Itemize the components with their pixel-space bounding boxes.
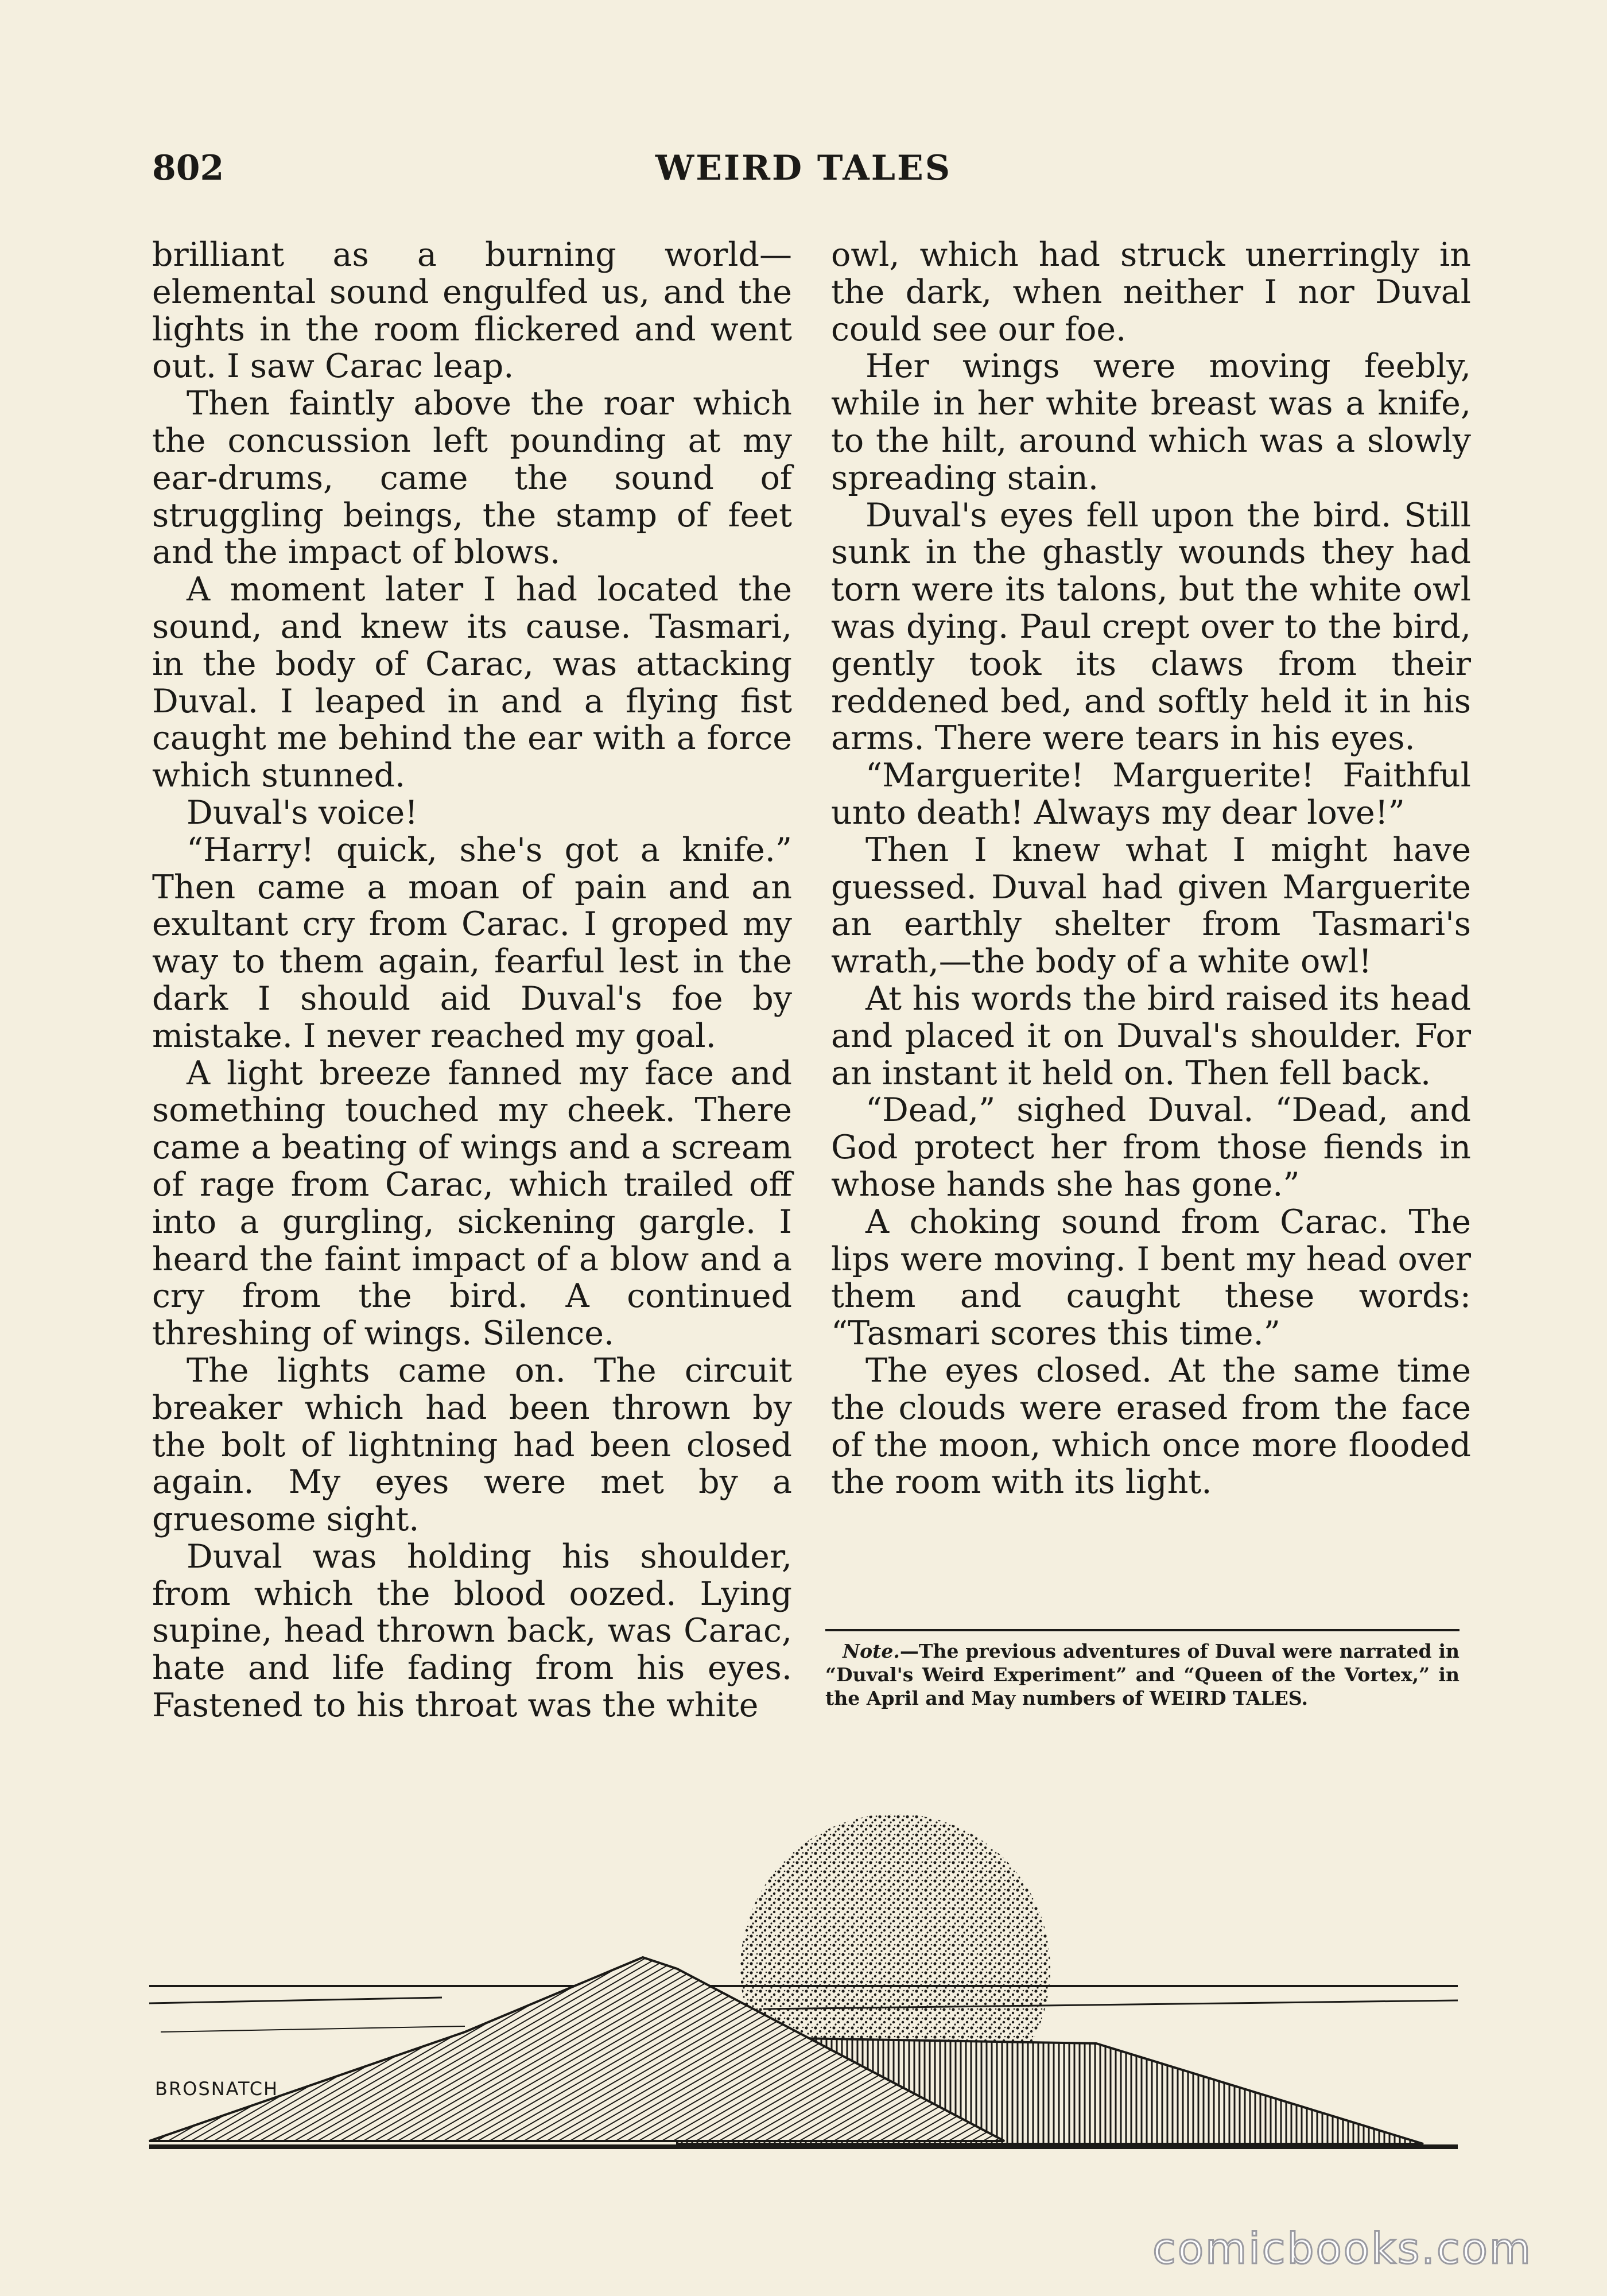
paragraph: Her wings were moving feebly, while in her white breast was a knife, to the hilt, around which was a slowly spreading stain. bbox=[831, 347, 1471, 497]
horizon-line bbox=[149, 1998, 442, 2003]
left-column bbox=[152, 236, 792, 1724]
page-number: 802 bbox=[152, 148, 224, 188]
running-head: WEIRD TALES bbox=[655, 148, 952, 188]
horizon-line bbox=[161, 2026, 465, 2032]
page-header bbox=[152, 148, 1455, 200]
paragraph: Then I knew what I might have guessed. Duval had given Marguerite an earthly shelter from Tasmari's wrath,—the body of a white owl! bbox=[831, 831, 1471, 981]
footnote bbox=[825, 1629, 1460, 1710]
right-column bbox=[831, 236, 1471, 1501]
paragraph: A moment later I had located the sound, and knew its cause. Tasmari, in the body of Carac, was attacking Duval. I leaped in and a flying fist caught me behind the ear with a force which stunned. bbox=[152, 571, 792, 795]
paragraph: owl, which had struck unerringly in the dark, when neither I nor Duval could see our foe. bbox=[831, 236, 1471, 348]
paragraph: Duval was holding his shoulder, from which the blood oozed. Lying supine, head thrown back, was Carac, hate and life fading from his eyes. Fastened to his throat was the white bbox=[152, 1537, 792, 1725]
paragraph: “Marguerite! Marguerite! Faithful unto death! Always my dear love!” bbox=[831, 757, 1471, 832]
paragraph: The lights came on. The circuit breaker which had been thrown by the bolt of lightning had been closed again. My eyes were met by a gruesome sight. bbox=[152, 1351, 792, 1539]
paragraph: brilliant as a burning world—elemental sound engulfed us, and the lights in the room flickered and went out. I saw Carac leap. bbox=[152, 236, 792, 386]
footnote-lead: Note. bbox=[843, 1640, 900, 1662]
paragraph: Then faintly above the roar which the concussion left pounding at my ear-drums, came the sound of struggling beings, the stamp of feet and the impact of blows. bbox=[152, 385, 792, 572]
artist-signature: BROSNATCH bbox=[155, 2078, 279, 2100]
paragraph: A light breeze fanned my face and something touched my cheek. There came a beating of wings and a scream of rage from Carac, which trailed off into a gurgling, sickening gargle. I heard the faint impact of a blow and a cry from the bird. A continued threshing of wings. Silence. bbox=[152, 1054, 792, 1353]
paragraph: The eyes closed. At the same time the clouds were erased from the face of the moon, which once more flooded the room with its light. bbox=[831, 1351, 1471, 1502]
paragraph: Duval's voice! bbox=[187, 793, 418, 832]
paragraph: “Harry! quick, she's got a knife.” Then came a moan of pain and an exultant cry from Carac. I groped my way to them again, fearful lest in the dark I should aid Duval's foe by mistake. I never reached my goal. bbox=[152, 831, 792, 1055]
paragraph: At his words the bird raised its head and placed it on Duval's shoulder. For an instant it held on. Then fell back. bbox=[831, 979, 1471, 1092]
footnote-text bbox=[825, 1639, 1460, 1710]
moonlit-hill-illustration bbox=[143, 1797, 1464, 2170]
paragraph: “Dead,” sighed Duval. “Dead, and God protect her from those fiends in whose hands she has gone.” bbox=[831, 1091, 1471, 1204]
paragraph: Duval's eyes fell upon the bird. Still sunk in the ghastly wounds they had torn were its talons, but the white owl was dying. Paul crept over to the bird, gently took its claws from their reddened bed, and softly held it in his arms. There were tears in his eyes. bbox=[831, 496, 1471, 758]
paragraph: A choking sound from Carac. The lips were moving. I bent my head over them and caught these words: “Tasmari scores this time.” bbox=[831, 1203, 1471, 1353]
footnote-body: —The previous adventures of Duval were narrated in “Duval's Weird Experiment” and “Queen of the Vortex,” in the April and May numbers of WEIRD TALES. bbox=[825, 1640, 1460, 1709]
watermark: comicbooks.com bbox=[1152, 2224, 1532, 2274]
